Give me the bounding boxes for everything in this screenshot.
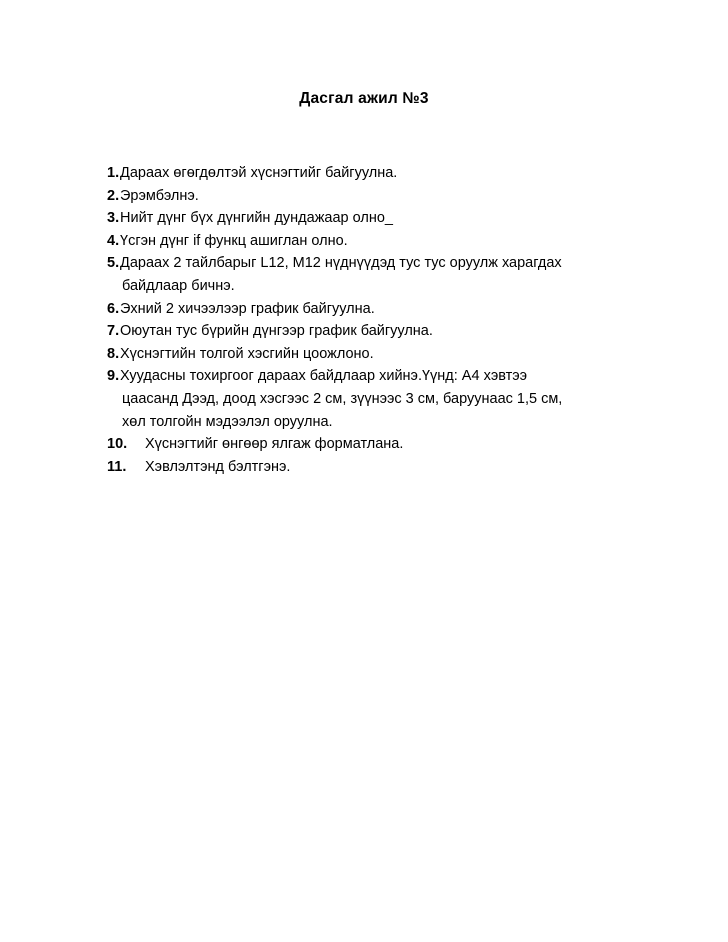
item-number: 6. [107,300,120,317]
item-number: 9. [107,368,120,385]
item-continuation: байдлаар бичнэ. [122,277,235,294]
item-number: 8. [107,345,120,362]
item-text: Нийт дүнг бүх дүнгийн дундажаар олно_ [120,210,393,227]
item-number: 11. [107,458,127,475]
list-item [107,365,642,388]
item-number: 2. [107,187,120,204]
item-text: Дараах өгөгдөлтэй хүснэгтийг байгуулна. [120,165,398,181]
item-text: Эхний 2 хичээлээр график байгуулна. [120,300,375,317]
item-text: Хуудасны тохиргоог дараах байдлаар хийнэ.Үүнд: А4 хэвтээ [120,368,528,385]
list-item [107,298,642,321]
list-item [107,230,642,253]
list-item [107,207,642,230]
list-item [107,252,642,275]
item-text: Дараах 2 тайлбарыг L12, M12 нүднүүдэд тус тус оруулж харагдах [120,255,562,272]
item-continuation: хөл толгойн мэдээлэл оруулна. [122,413,333,430]
list-item [107,433,642,456]
item-number: 1. [107,165,120,181]
item-number: 10. [107,436,128,453]
item-number: 5. [107,255,120,272]
list-item [107,185,642,208]
item-text: Үсгэн дүнг if функц ашиглан олно. [120,232,348,249]
list-item [107,343,642,366]
item-text: Хүснэгтийн толгой хэсгийн цоожлоно. [120,345,374,362]
item-text: Хүснэгтийг өнгөөр ялгаж форматлана. [145,436,404,453]
item-number: 7. [107,323,120,340]
task-list [107,162,642,478]
list-item [107,162,642,185]
document-title: Дасгал ажил №3 [299,90,429,107]
item-number: 4. [107,232,120,249]
item-text: Хэвлэлтэнд бэлтгэнэ. [145,458,291,475]
item-continuation: цаасанд Дээд, доод хэсгээс 2 см, зүүнээс 3 см, баруунаас 1,5 см, [122,390,563,407]
item-text: Эрэмбэлнэ. [120,187,199,204]
item-text: Оюутан тус бүрийн дүнгээр график байгуулна. [120,323,433,340]
list-item [107,456,642,479]
list-item [107,320,642,343]
item-number: 3. [107,210,120,227]
